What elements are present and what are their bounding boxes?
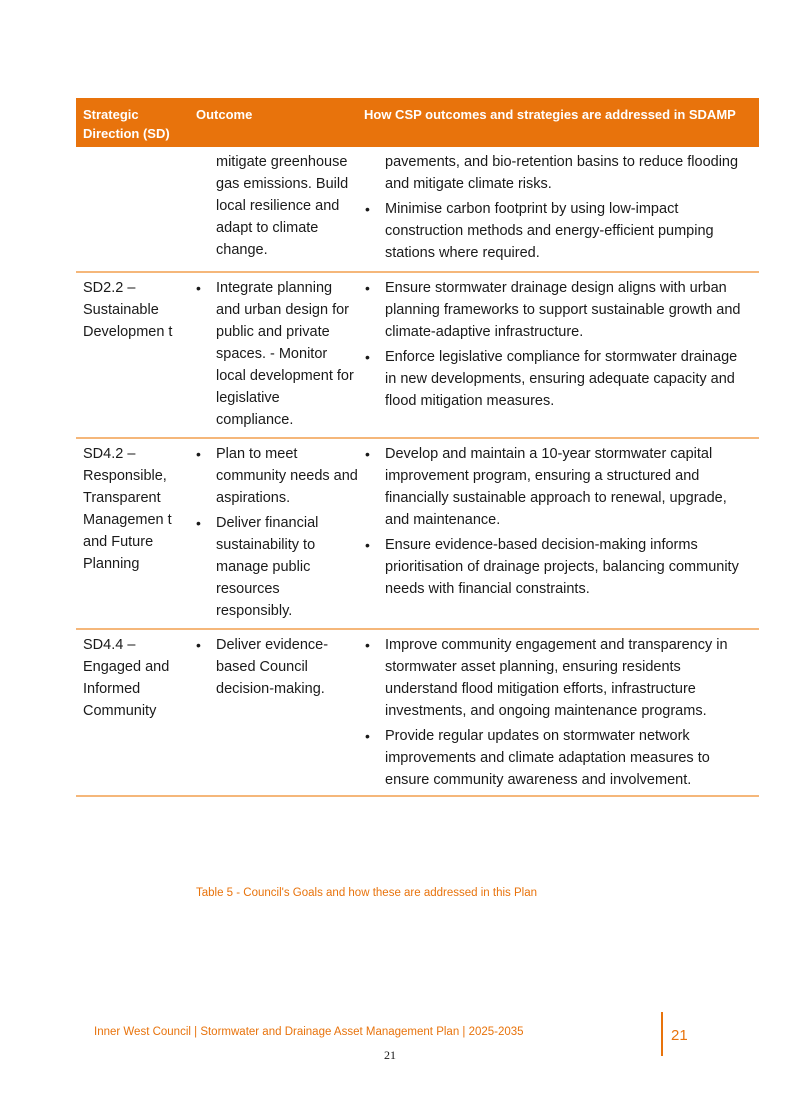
footer-text: Inner West Council | Stormwater and Drainage Asset Management Plan | 2025-2035 — [94, 1026, 524, 1038]
how-continued-text: pavements, and bio-retention basins to reduce flooding and mitigate climate risks. — [385, 154, 739, 192]
outcome-continued-text: mitigate greenhouse gas emissions. Build local resilience and adapt to climate change. — [216, 154, 349, 258]
cell-sd: SD4.4 – Engaged and Informed Community — [83, 637, 170, 719]
cell-how — [358, 439, 759, 625]
list-item: • Deliver evidence-based Council decision-making. — [189, 634, 358, 700]
list-item: • Provide regular updates on stormwater network improvements and climate adaptation measures to ensure community awareness and involvement. — [358, 725, 749, 791]
cell-outcome — [189, 273, 358, 434]
goals-table — [76, 98, 759, 797]
footer-page-number: 21 — [671, 1027, 688, 1044]
table-row — [76, 271, 759, 437]
cell-outcome — [189, 147, 358, 267]
cell-how — [358, 630, 759, 794]
cell-outcome — [189, 630, 358, 794]
table-row-continuation — [76, 147, 759, 271]
cell-how — [358, 147, 759, 267]
list-item: • Deliver financial sustainability to manage public resources responsibly. — [189, 512, 358, 622]
list-item: • Plan to meet community needs and aspirations. — [189, 443, 358, 509]
list-item: • Minimise carbon footprint by using low-impact construction methods and energy-efficient pumping stations where required. — [358, 198, 749, 264]
table-row — [76, 437, 759, 628]
header-outcome: Outcome — [196, 107, 253, 122]
cell-sd — [76, 147, 189, 267]
header-how: How CSP outcomes and strategies are addressed in SDAMP — [364, 107, 736, 122]
cell-outcome — [189, 439, 358, 625]
list-item: • Develop and maintain a 10-year stormwater capital improvement program, ensuring a structured and financially sustainable approach to renewal, upgrade, and maintenance. — [358, 443, 749, 531]
header-strategic-direction: Strategic Direction (SD) — [83, 107, 170, 141]
footer-divider — [661, 1012, 663, 1056]
cell-sd: SD4.2 – Responsible, Transparent Managemen t and Future Planning — [83, 446, 172, 572]
page-number: 21 — [384, 1048, 396, 1062]
table-caption: Table 5 - Council's Goals and how these are addressed in this Plan — [196, 887, 538, 899]
list-item: • Enforce legislative compliance for stormwater drainage in new developments, ensuring adequate capacity and flood mitigation measures. — [358, 346, 749, 412]
cell-how — [358, 273, 759, 434]
table-row — [76, 628, 759, 795]
list-item: • Integrate planning and urban design for public and private spaces. - Monitor local development for legislative compliance. — [189, 277, 358, 431]
list-item: • Ensure evidence-based decision-making informs prioritisation of drainage projects, balancing community needs with financial constraints. — [358, 534, 749, 600]
list-item: • Ensure stormwater drainage design aligns with urban planning frameworks to support sustainable growth and climate-adaptive infrastructure. — [358, 277, 749, 343]
list-item: • Improve community engagement and transparency in stormwater asset planning, ensuring residents understand flood mitigation efforts, infrastructure investments, and ongoing maintenance programs. — [358, 634, 749, 722]
table-header — [76, 98, 759, 147]
cell-sd: SD2.2 – Sustainable Developmen t — [83, 280, 173, 340]
